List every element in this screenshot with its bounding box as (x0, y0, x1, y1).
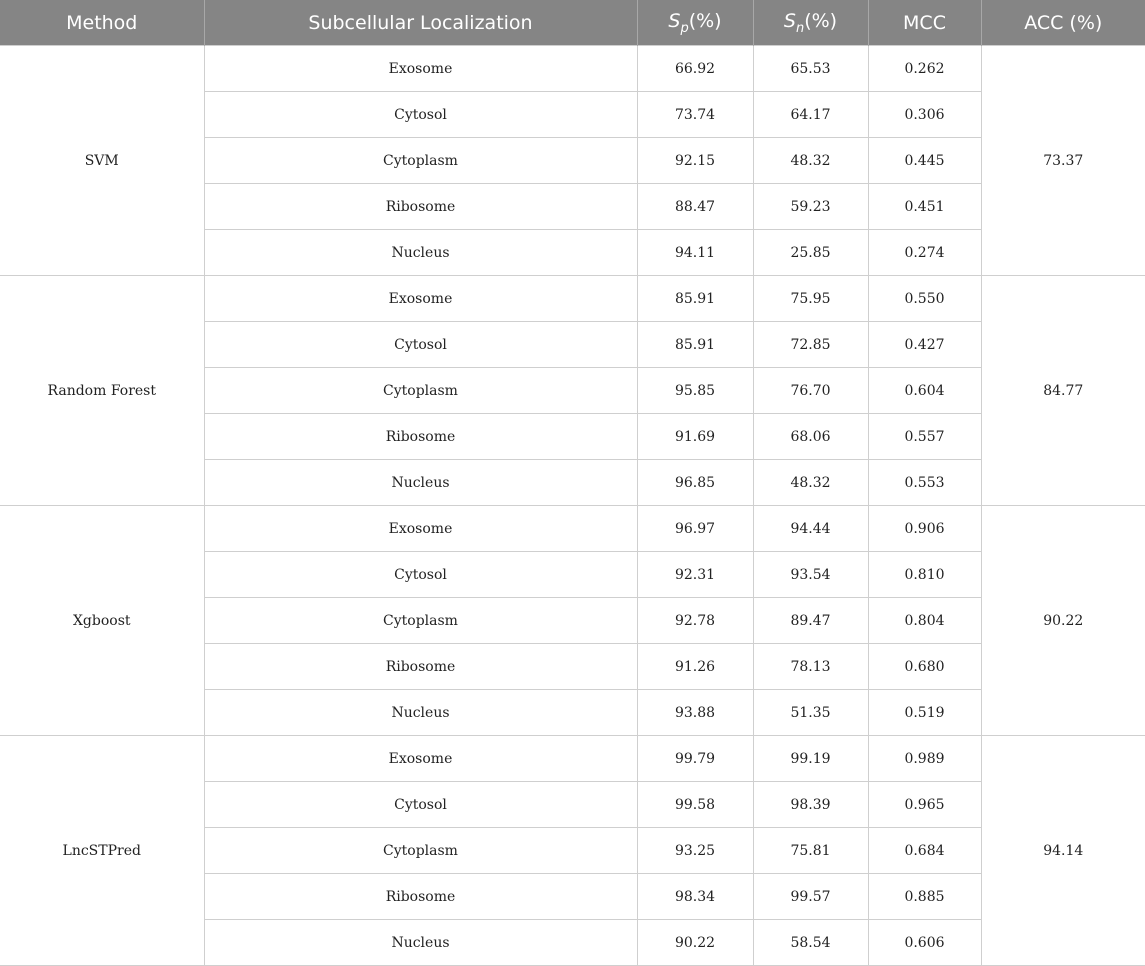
sn-cell: 48.32 (753, 138, 868, 184)
table-row (0, 506, 1145, 552)
table-row (0, 736, 1145, 782)
localization-cell: Cytosol (204, 322, 637, 368)
mcc-cell: 0.606 (868, 920, 981, 966)
sp-cell: 96.85 (637, 460, 753, 506)
sn-cell: 48.32 (753, 460, 868, 506)
sp-cell: 94.11 (637, 230, 753, 276)
mcc-cell: 0.684 (868, 828, 981, 874)
header-sp-sub: p (680, 20, 689, 36)
header-sp (637, 0, 753, 46)
table-row (0, 46, 1145, 92)
sn-cell: 75.81 (753, 828, 868, 874)
sn-cell: 65.53 (753, 46, 868, 92)
sn-cell: 51.35 (753, 690, 868, 736)
sp-cell: 66.92 (637, 46, 753, 92)
sn-cell: 76.70 (753, 368, 868, 414)
sn-cell: 58.54 (753, 920, 868, 966)
sp-cell: 99.58 (637, 782, 753, 828)
mcc-cell: 0.989 (868, 736, 981, 782)
header-mcc: MCC (868, 0, 981, 46)
localization-cell: Cytoplasm (204, 828, 637, 874)
mcc-cell: 0.804 (868, 598, 981, 644)
sp-cell: 92.31 (637, 552, 753, 598)
sn-cell: 99.57 (753, 874, 868, 920)
header-localization: Subcellular Localization (204, 0, 637, 46)
mcc-cell: 0.262 (868, 46, 981, 92)
mcc-cell: 0.427 (868, 322, 981, 368)
localization-cell: Exosome (204, 736, 637, 782)
header-row (0, 0, 1145, 46)
header-sn-sub: n (795, 20, 805, 36)
sp-cell: 93.88 (637, 690, 753, 736)
sp-cell: 92.15 (637, 138, 753, 184)
localization-cell: Cytosol (204, 552, 637, 598)
sn-cell: 72.85 (753, 322, 868, 368)
acc-cell: 73.37 (981, 46, 1145, 276)
sp-cell: 96.97 (637, 506, 753, 552)
header-acc: ACC (%) (981, 0, 1145, 46)
sn-cell: 68.06 (753, 414, 868, 460)
method-cell: LncSTPred (0, 736, 204, 966)
mcc-cell: 0.553 (868, 460, 981, 506)
mcc-cell: 0.906 (868, 506, 981, 552)
sn-cell: 75.95 (753, 276, 868, 322)
mcc-cell: 0.519 (868, 690, 981, 736)
acc-cell: 90.22 (981, 506, 1145, 736)
localization-cell: Cytoplasm (204, 598, 637, 644)
sn-cell: 99.19 (753, 736, 868, 782)
sp-cell: 73.74 (637, 92, 753, 138)
mcc-cell: 0.445 (868, 138, 981, 184)
localization-cell: Nucleus (204, 690, 637, 736)
sp-cell: 95.85 (637, 368, 753, 414)
sp-cell: 93.25 (637, 828, 753, 874)
sp-cell: 88.47 (637, 184, 753, 230)
mcc-cell: 0.550 (868, 276, 981, 322)
header-sn-letter: S (783, 9, 796, 32)
localization-cell: Exosome (204, 506, 637, 552)
sn-cell: 89.47 (753, 598, 868, 644)
localization-cell: Cytosol (204, 92, 637, 138)
localization-cell: Ribosome (204, 644, 637, 690)
sp-cell: 85.91 (637, 276, 753, 322)
mcc-cell: 0.306 (868, 92, 981, 138)
table-header (0, 0, 1145, 46)
header-sn (753, 0, 868, 46)
sp-cell: 99.79 (637, 736, 753, 782)
localization-cell: Nucleus (204, 460, 637, 506)
method-cell: Xgboost (0, 506, 204, 736)
method-cell: Random Forest (0, 276, 204, 506)
mcc-cell: 0.604 (868, 368, 981, 414)
localization-cell: Nucleus (204, 230, 637, 276)
header-sn-unit: (%) (804, 9, 838, 32)
mcc-cell: 0.274 (868, 230, 981, 276)
localization-cell: Ribosome (204, 184, 637, 230)
sp-cell: 92.78 (637, 598, 753, 644)
localization-cell: Exosome (204, 276, 637, 322)
localization-cell: Ribosome (204, 874, 637, 920)
table-row (0, 276, 1145, 322)
localization-cell: Exosome (204, 46, 637, 92)
mcc-cell: 0.557 (868, 414, 981, 460)
method-cell: SVM (0, 46, 204, 276)
sn-cell: 78.13 (753, 644, 868, 690)
header-sp-letter: S (668, 9, 681, 32)
acc-cell: 84.77 (981, 276, 1145, 506)
sn-cell: 93.54 (753, 552, 868, 598)
sp-cell: 90.22 (637, 920, 753, 966)
sp-cell: 91.26 (637, 644, 753, 690)
sn-cell: 98.39 (753, 782, 868, 828)
sp-cell: 85.91 (637, 322, 753, 368)
mcc-cell: 0.680 (868, 644, 981, 690)
localization-cell: Ribosome (204, 414, 637, 460)
mcc-cell: 0.810 (868, 552, 981, 598)
sn-cell: 64.17 (753, 92, 868, 138)
header-method: Method (0, 0, 204, 46)
header-sp-unit: (%) (688, 9, 722, 32)
sn-cell: 59.23 (753, 184, 868, 230)
mcc-cell: 0.451 (868, 184, 981, 230)
sp-cell: 91.69 (637, 414, 753, 460)
sn-cell: 25.85 (753, 230, 868, 276)
localization-cell: Cytoplasm (204, 368, 637, 414)
sn-cell: 94.44 (753, 506, 868, 552)
localization-cell: Cytoplasm (204, 138, 637, 184)
acc-cell: 94.14 (981, 736, 1145, 966)
localization-cell: Cytosol (204, 782, 637, 828)
sp-cell: 98.34 (637, 874, 753, 920)
table-body (0, 46, 1145, 966)
localization-cell: Nucleus (204, 920, 637, 966)
mcc-cell: 0.965 (868, 782, 981, 828)
mcc-cell: 0.885 (868, 874, 981, 920)
